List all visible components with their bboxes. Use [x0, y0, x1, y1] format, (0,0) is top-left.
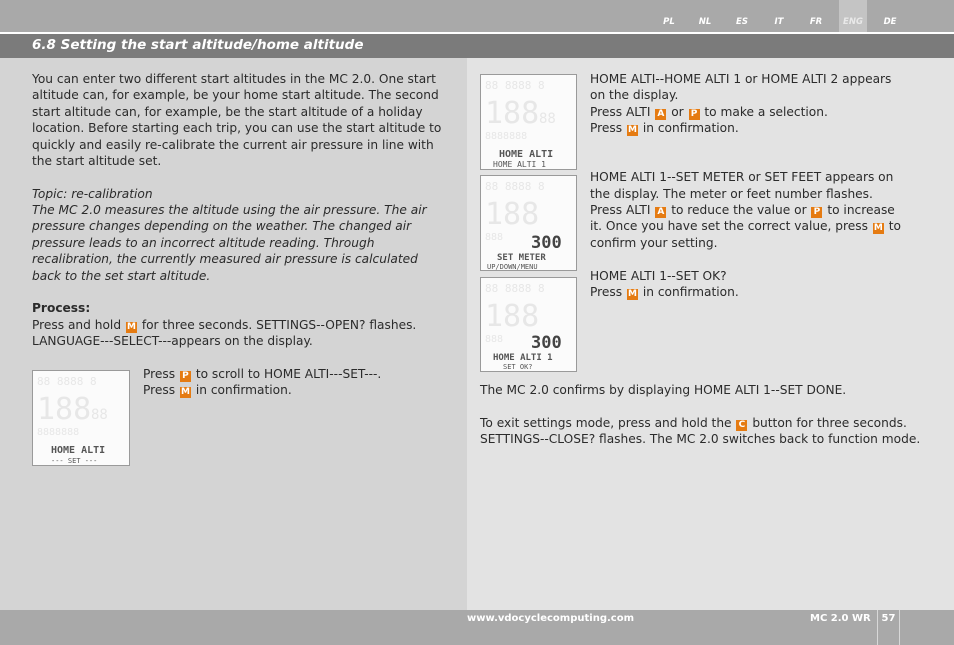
step2-line-3: Press ALTI A or P to make a selection.	[590, 105, 828, 119]
svg-text:88 8888 8: 88 8888 8	[485, 180, 545, 193]
lang-fr[interactable]: FR	[809, 17, 823, 27]
display4-line1: HOME ALTI 1	[493, 353, 553, 363]
step2-line-2: on the display.	[590, 88, 679, 102]
exit-line-1: To exit settings mode, press and hold the C button for three seconds.	[480, 416, 907, 430]
lang-pl[interactable]: PL	[663, 17, 675, 27]
lang-de[interactable]: DE	[883, 17, 897, 27]
display3-value: 300	[531, 233, 562, 253]
a-key-icon: A	[655, 109, 666, 120]
exit-line-2: SETTINGS--CLOSE? flashes. The MC 2.0 switches back to function mode.	[480, 432, 921, 446]
p-key-icon: P	[180, 371, 191, 382]
step4-line-2: Press M in confirmation.	[590, 285, 739, 299]
m-key-icon: M	[180, 387, 190, 397]
step3-line-4: it. Once you have set the correct value, press M to	[590, 219, 901, 233]
svg-text:88 8888 8: 88 8888 8	[485, 79, 545, 92]
display2-line1: HOME ALTI	[499, 149, 554, 160]
process-line-1: Press and hold M for three seconds. SETTINGS--OPEN? flashes.	[32, 318, 417, 332]
footer-bar	[0, 610, 954, 645]
svg-text:88 8888 8: 88 8888 8	[37, 375, 97, 388]
language-bar	[0, 0, 954, 32]
c-key-icon: C	[736, 420, 747, 431]
lang-es[interactable]: ES	[736, 17, 748, 27]
svg-text:8888888: 8888888	[485, 131, 528, 142]
svg-text:8888888: 8888888	[37, 427, 80, 438]
lcd-display-set-meter	[480, 175, 577, 271]
lang-it[interactable]: IT	[774, 17, 784, 27]
display4-value: 300	[531, 333, 562, 353]
step4-line-1: HOME ALTI 1--SET OK?	[590, 269, 727, 283]
display3-line1: SET METER	[497, 253, 546, 263]
section-title-bar	[0, 34, 954, 58]
process-heading: Process:	[32, 301, 91, 315]
svg-text:188: 188	[37, 392, 92, 427]
m-key-icon: M	[126, 322, 136, 332]
m-key-icon: M	[627, 289, 637, 299]
step3-line-1: HOME ALTI 1--SET METER or SET FEET appears on	[590, 170, 894, 184]
svg-text:888: 888	[485, 334, 504, 345]
display3-line2: UP/DOWN/MENU	[487, 263, 538, 270]
step2-line-1: HOME ALTI--HOME ALTI 1 or HOME ALTI 2 appears	[590, 72, 892, 86]
lang-eng[interactable]: ENG	[839, 0, 867, 32]
svg-text:188: 188	[485, 96, 540, 131]
p-key-icon: P	[689, 109, 700, 120]
intro-paragraph: You can enter two different start altitudes in the MC 2.0. One start altitude can, for example, be your home start altitude. The second start altitude can, for example, be the start altitude of a holiday location. Before starting each trip, you can use the start altitude to quickly and easily re-calibrate the current air pressure in line with the start altitude set.	[32, 72, 442, 169]
page-number: 57	[877, 610, 900, 645]
svg-text:188: 188	[485, 299, 540, 334]
step3-line-2: the display. The meter or feet number flashes.	[590, 187, 873, 201]
svg-text:88: 88	[539, 111, 556, 127]
svg-text:88 8888 8: 88 8888 8	[485, 282, 545, 295]
step3-line-5: confirm your setting.	[590, 236, 718, 250]
step2-line-4: Press M in confirmation.	[590, 121, 739, 135]
display1-line1: HOME ALTI	[51, 445, 106, 456]
m-key-icon: M	[873, 223, 883, 233]
display2-line2: HOME ALTI 1	[493, 160, 546, 169]
step3-line-3: Press ALTI A to reduce the value or P to increase	[590, 203, 895, 217]
display1-line2: --- SET ---	[51, 457, 98, 465]
confirm-text: The MC 2.0 confirms by displaying HOME ALTI 1--SET DONE.	[480, 383, 847, 397]
p-key-icon: P	[811, 207, 822, 218]
step1-line-2: Press M in confirmation.	[143, 383, 292, 397]
svg-text:188: 188	[485, 197, 540, 232]
process-line-2: LANGUAGE---SELECT---appears on the display.	[32, 334, 313, 348]
display4-line2: SET OK?	[503, 363, 533, 371]
topic-body: The MC 2.0 measures the altitude using the air pressure. The air pressure changes depending on the weather. The changed air pressure leads to an incorrect altitude reading. Through recalibration, the currently measured air pressure is calculated back to the set start altitude.	[32, 203, 427, 283]
footer-model: MC 2.0 WR	[810, 613, 871, 624]
lcd-display-home-alti-set	[32, 370, 130, 466]
a-key-icon: A	[655, 207, 666, 218]
step1-line-1: Press P to scroll to HOME ALTI---SET---.	[143, 367, 382, 381]
lcd-display-set-ok	[480, 277, 577, 372]
footer-url[interactable]: www.vdocyclecomputing.com	[467, 613, 635, 624]
lang-nl[interactable]: NL	[698, 17, 712, 27]
section-title: 6.8 Setting the start altitude/home altitude	[32, 37, 364, 53]
svg-text:888: 888	[485, 232, 504, 243]
topic-heading: Topic: re-calibration	[32, 187, 153, 201]
m-key-icon: M	[627, 125, 637, 135]
lcd-display-home-alti	[480, 74, 577, 170]
svg-text:88: 88	[91, 407, 108, 423]
